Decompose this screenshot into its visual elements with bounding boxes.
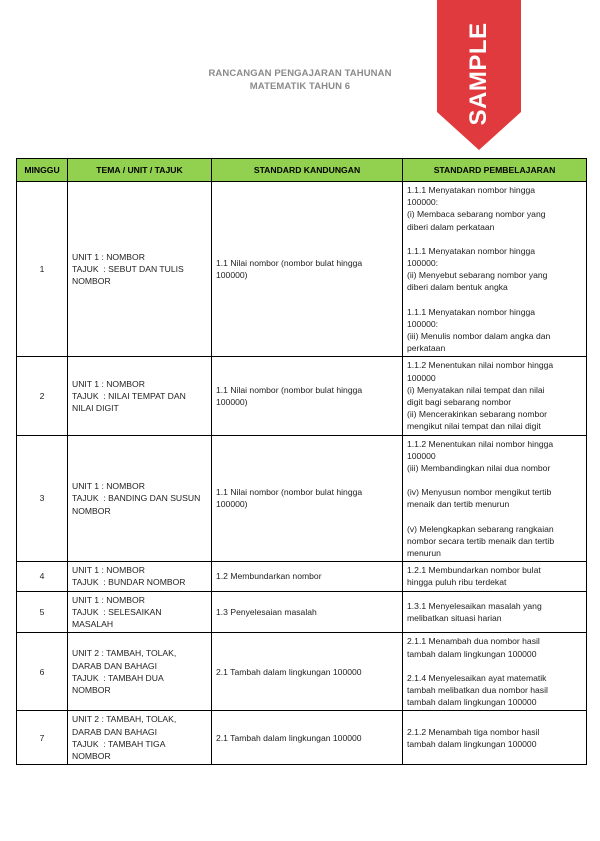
- cell-minggu: 2: [17, 357, 68, 435]
- cell-tema: [68, 435, 212, 562]
- cell-line: (ii) Mencerakinkan sebarang nombor: [407, 409, 547, 420]
- cell-line: TAJUK : NILAI TEMPAT DAN: [72, 390, 186, 401]
- cell-line: (i) Menyatakan nilai tempat dan nilai: [407, 384, 545, 395]
- cell-line: 1.1.2 Menentukan nilai nombor hingga: [407, 360, 554, 371]
- cell-line: 100000): [216, 397, 248, 408]
- cell-line: tambah dalam lingkungan 100000: [407, 648, 537, 659]
- sample-watermark: [437, 0, 521, 150]
- header-pembelajaran: STANDARD PEMBELAJARAN: [403, 159, 587, 182]
- cell-line: NOMBOR: [72, 750, 111, 761]
- table-row: [17, 357, 587, 435]
- cell-kandungan: [212, 435, 403, 562]
- line-gap: [407, 511, 582, 523]
- cell-line: TAJUK : TAMBAH DUA: [72, 672, 164, 683]
- cell-line: UNIT 1 : NOMBOR: [72, 565, 145, 576]
- cell-minggu: 4: [17, 562, 68, 591]
- cell-line: (iii) Menulis nombor dalam angka dan: [407, 331, 551, 342]
- cell-minggu: 6: [17, 633, 68, 711]
- cell-line: diberi dalam perkataan: [407, 221, 495, 232]
- document-subtitle: MATEMATIK TAHUN 6: [249, 81, 351, 92]
- cell-line: (i) Membaca sebarang nombor yang: [407, 209, 546, 220]
- cell-tema: [68, 711, 212, 765]
- cell-line: UNIT 1 : NOMBOR: [72, 594, 145, 605]
- cell-pembelajaran: [403, 357, 587, 435]
- cell-tema: [68, 182, 212, 357]
- cell-tema: [68, 357, 212, 435]
- cell-line: 100000): [216, 270, 248, 281]
- cell-line: nombor secara tertib menaik dan tertib: [407, 535, 555, 546]
- cell-minggu: 3: [17, 435, 68, 562]
- cell-line: 1.1 Nilai nombor (nombor bulat hingga: [216, 258, 363, 269]
- cell-line: (iii) Membandingkan nilai dua nombor: [407, 463, 551, 474]
- cell-line: perkataan: [407, 343, 446, 354]
- cell-line: 2.1.1 Menambah dua nombor hasil: [407, 636, 540, 647]
- line-gap: [407, 233, 582, 245]
- cell-line: UNIT 1 : NOMBOR: [72, 251, 145, 262]
- cell-line: UNIT 1 : NOMBOR: [72, 378, 145, 389]
- cell-line: 2.1.4 Menyelesaikan ayat matematik: [407, 672, 547, 683]
- cell-line: tambah dalam lingkungan 100000: [407, 738, 537, 749]
- cell-line: 1.1.1 Menyatakan nombor hingga: [407, 306, 536, 317]
- cell-line: 1.2 Membundarkan nombor: [216, 571, 322, 582]
- cell-line: UNIT 2 : TAMBAH, TOLAK,: [72, 648, 177, 659]
- cell-line: (iv) Menyusun nombor mengikut tertib: [407, 487, 552, 498]
- cell-line: 1.1 Nilai nombor (nombor bulat hingga: [216, 384, 363, 395]
- header-kandungan: STANDARD KANDUNGAN: [212, 159, 403, 182]
- table-row: [17, 562, 587, 591]
- cell-line: 1.1.1 Menyatakan nombor hingga: [407, 245, 536, 256]
- cell-line: 1.3 Penyelesaian masalah: [216, 606, 317, 617]
- cell-line: DARAB DAN BAHAGI: [72, 660, 158, 671]
- cell-line: 1.1.1 Menyatakan nombor hingga: [407, 185, 536, 195]
- header-tema: TEMA / UNIT / TAJUK: [68, 159, 212, 182]
- cell-line: 1.2.1 Membundarkan nombor bulat: [407, 565, 541, 576]
- cell-line: 100000:: [407, 318, 439, 329]
- cell-line: 2.1 Tambah dalam lingkungan 100000: [216, 732, 362, 743]
- cell-line: melibatkan situasi harian: [407, 612, 502, 623]
- cell-line: TAJUK : SELESAIKAN: [72, 606, 162, 617]
- cell-line: NILAI DIGIT: [72, 403, 119, 414]
- cell-kandungan: [212, 182, 403, 357]
- cell-minggu: 1: [17, 182, 68, 357]
- cell-line: 100000:: [407, 197, 439, 208]
- cell-line: 100000): [216, 499, 248, 510]
- cell-line: (v) Melengkapkan sebarang rangkaian: [407, 523, 554, 534]
- table-header-row: [17, 159, 587, 182]
- cell-minggu: 5: [17, 591, 68, 633]
- cell-line: digit bagi sebarang nombor: [407, 397, 512, 408]
- cell-line: 100000: [407, 450, 436, 461]
- cell-line: tambah dalam lingkungan 100000: [407, 697, 537, 708]
- cell-kandungan: [212, 562, 403, 591]
- cell-line: 1.1 Nilai nombor (nombor bulat hingga: [216, 487, 363, 498]
- cell-kandungan: [212, 357, 403, 435]
- header-minggu: MINGGU: [17, 159, 68, 182]
- table-row: [17, 182, 587, 357]
- cell-line: UNIT 2 : TAMBAH, TOLAK,: [72, 714, 177, 725]
- cell-line: hingga puluh ribu terdekat: [407, 577, 507, 588]
- cell-line: TAJUK : SEBUT DAN TULIS: [72, 264, 184, 275]
- cell-pembelajaran: [403, 591, 587, 633]
- cell-line: menaik dan tertib menurun: [407, 499, 510, 510]
- watermark-text: SAMPLE: [465, 22, 492, 126]
- cell-line: mengikut nilai tempat dan nilai digit: [407, 421, 541, 432]
- line-gap: [407, 294, 582, 306]
- cell-tema: [68, 591, 212, 633]
- table-row: [17, 435, 587, 562]
- cell-kandungan: [212, 591, 403, 633]
- cell-pembelajaran: [403, 633, 587, 711]
- cell-pembelajaran: [403, 435, 587, 562]
- cell-pembelajaran: [403, 562, 587, 591]
- cell-line: TAJUK : BANDING DAN SUSUN: [72, 493, 201, 504]
- cell-line: (ii) Menyebut sebarang nombor yang: [407, 270, 548, 281]
- cell-kandungan: [212, 633, 403, 711]
- cell-line: DARAB DAN BAHAGI: [72, 726, 158, 737]
- cell-line: 1.3.1 Menyelesaikan masalah yang: [407, 600, 542, 611]
- document-title: RANCANGAN PENGAJARAN TAHUNAN: [208, 68, 392, 79]
- cell-line: 100000:: [407, 258, 439, 269]
- cell-line: NOMBOR: [72, 505, 111, 516]
- cell-minggu: 7: [17, 711, 68, 765]
- cell-pembelajaran: [403, 711, 587, 765]
- line-gap: [407, 474, 582, 486]
- table-row: [17, 633, 587, 711]
- cell-line: TAJUK : BUNDAR NOMBOR: [72, 577, 186, 588]
- cell-line: MASALAH: [72, 619, 114, 630]
- lesson-plan-table: [16, 158, 587, 765]
- cell-line: tambah melibatkan dua nombor hasil: [407, 684, 548, 695]
- cell-line: NOMBOR: [72, 685, 111, 695]
- cell-pembelajaran: [403, 182, 587, 357]
- cell-line: diberi dalam bentuk angka: [407, 282, 508, 293]
- cell-line: TAJUK : TAMBAH TIGA: [72, 738, 166, 749]
- cell-tema: [68, 633, 212, 711]
- cell-line: 1.1.2 Menentukan nilai nombor hingga: [407, 438, 554, 449]
- cell-line: 100000: [407, 372, 436, 383]
- table-row: [17, 591, 587, 633]
- cell-line: UNIT 1 : NOMBOR: [72, 481, 145, 492]
- cell-line: 2.1 Tambah dalam lingkungan 100000: [216, 666, 362, 677]
- cell-line: 2.1.2 Menambah tiga nombor hasil: [407, 726, 540, 737]
- table-row: [17, 711, 587, 765]
- cell-line: menurun: [407, 548, 441, 559]
- line-gap: [407, 660, 582, 672]
- cell-kandungan: [212, 711, 403, 765]
- cell-tema: [68, 562, 212, 591]
- cell-line: NOMBOR: [72, 276, 111, 287]
